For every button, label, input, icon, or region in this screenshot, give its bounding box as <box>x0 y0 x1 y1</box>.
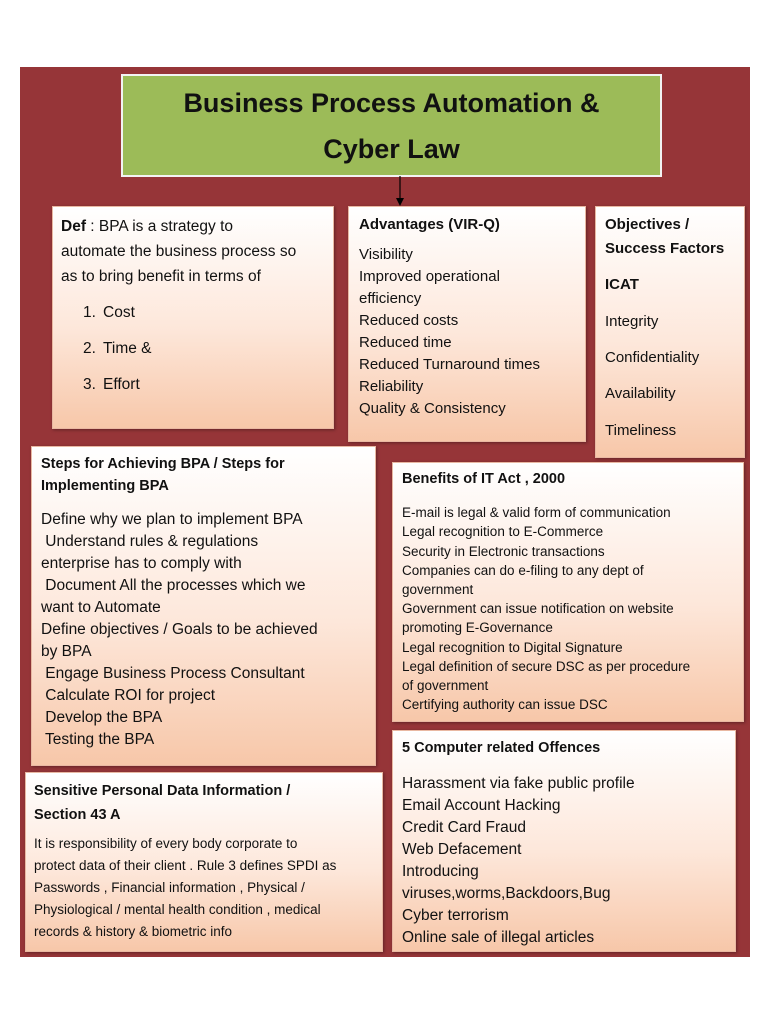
list-item: Calculate ROI for project <box>41 687 216 704</box>
list-item: Reduced time <box>359 334 452 351</box>
list-item: of government <box>402 678 489 694</box>
list-item: Introducing <box>402 863 479 880</box>
list-item: enterprise has to comply with <box>41 555 242 572</box>
list-item: Integrity <box>605 313 659 330</box>
list-item: want to Automate <box>41 599 161 616</box>
list-item: 2. Time & <box>83 340 152 357</box>
definition-line-2: automate the business process so <box>61 243 297 260</box>
list-item: Cyber terrorism <box>402 907 509 924</box>
steps-heading-2: Implementing BPA <box>41 478 169 494</box>
definition-text: BPA is a strategy to <box>98 218 234 235</box>
list-item: Government can issue notification on website <box>402 601 674 617</box>
advantages-heading: Advantages (VIR-Q) <box>359 216 500 233</box>
list-item: Timeliness <box>605 422 677 439</box>
list-item: Confidentiality <box>605 349 700 366</box>
definition-label: Def <box>61 218 86 235</box>
list-item: government <box>402 582 474 598</box>
advantages-box <box>348 206 586 442</box>
spdi-heading-1: Sensitive Personal Data Information / <box>34 783 291 799</box>
steps-box <box>31 446 376 766</box>
steps-heading-1: Steps for Achieving BPA / Steps for <box>41 456 285 472</box>
list-item: 1. Cost <box>83 304 135 321</box>
spdi-text-line: records & history & biometric info <box>34 924 233 939</box>
definition-line-1 <box>61 214 325 239</box>
offences-heading: 5 Computer related Offences <box>402 740 601 756</box>
list-item: Improved operational <box>359 268 500 285</box>
benefits-heading: Benefits of IT Act , 2000 <box>402 471 566 487</box>
spdi-box <box>25 772 383 952</box>
list-item: Define why we plan to implement BPA <box>41 511 303 528</box>
list-item: Visibility <box>359 246 413 263</box>
list-item: Develop the BPA <box>41 709 163 726</box>
list-item: Availability <box>605 385 676 402</box>
objectives-box <box>595 206 745 458</box>
list-item: Reduced costs <box>359 312 459 329</box>
objectives-heading-2: Success Factors <box>605 240 725 257</box>
list-item: Credit Card Fraud <box>402 819 527 836</box>
spdi-text-line: Passwords , Financial information , Physical / <box>34 880 305 895</box>
list-item: Legal recognition to Digital Signature <box>402 639 623 655</box>
list-item: viruses,worms,Backdoors,Bug <box>402 885 611 902</box>
list-item: by BPA <box>41 643 92 660</box>
list-item: Reduced Turnaround times <box>359 356 540 373</box>
list-item: Web Defacement <box>402 841 522 858</box>
spdi-text-line: protect data of their client . Rule 3 defines SPDI as <box>34 858 337 873</box>
spdi-heading-2: Section 43 A <box>34 807 121 823</box>
list-item: Email Account Hacking <box>402 797 561 814</box>
list-item: Online sale of illegal articles <box>402 929 595 946</box>
list-item: Harassment via fake public profile <box>402 775 635 792</box>
title-line-1: Business Process Automation & <box>183 87 600 118</box>
list-item: Engage Business Process Consultant <box>41 665 305 682</box>
list-item: promoting E-Governance <box>402 620 553 636</box>
list-item: Security in Electronic transactions <box>402 543 605 559</box>
list-item: Companies can do e-filing to any dept of <box>402 562 644 578</box>
list-item: Quality & Consistency <box>359 400 506 417</box>
list-item: Document All the processes which we <box>41 577 306 594</box>
list-item: E-mail is legal & valid form of communication <box>402 505 671 521</box>
definition-line-3: as to bring benefit in terms of <box>61 268 261 285</box>
list-item: Define objectives / Goals to be achieved <box>41 621 318 638</box>
list-item: Understand rules & regulations <box>41 533 259 550</box>
list-item: Legal recognition to E-Commerce <box>402 524 604 540</box>
definition-separator: : <box>85 218 99 235</box>
title-line-2: Cyber Law <box>323 133 460 164</box>
benefits-box <box>392 462 744 722</box>
objectives-acronym: ICAT <box>605 276 639 293</box>
list-item: Testing the BPA <box>41 731 155 748</box>
list-item: Certifying authority can issue DSC <box>402 697 608 713</box>
spdi-text-line: Physiological / mental health condition , medical <box>34 902 321 917</box>
list-item: efficiency <box>359 290 422 307</box>
spdi-text-line: It is responsibility of every body corporate to <box>34 836 298 851</box>
objectives-heading-1: Objectives / <box>605 216 690 233</box>
definition-box <box>52 206 334 429</box>
title-banner <box>121 74 662 177</box>
definition-list <box>61 300 325 397</box>
list-item: 3. Effort <box>83 376 140 393</box>
arrow-down-icon <box>396 176 404 206</box>
list-item: Reliability <box>359 378 424 395</box>
list-item: Legal definition of secure DSC as per procedure <box>402 658 691 674</box>
offences-box <box>392 730 736 952</box>
